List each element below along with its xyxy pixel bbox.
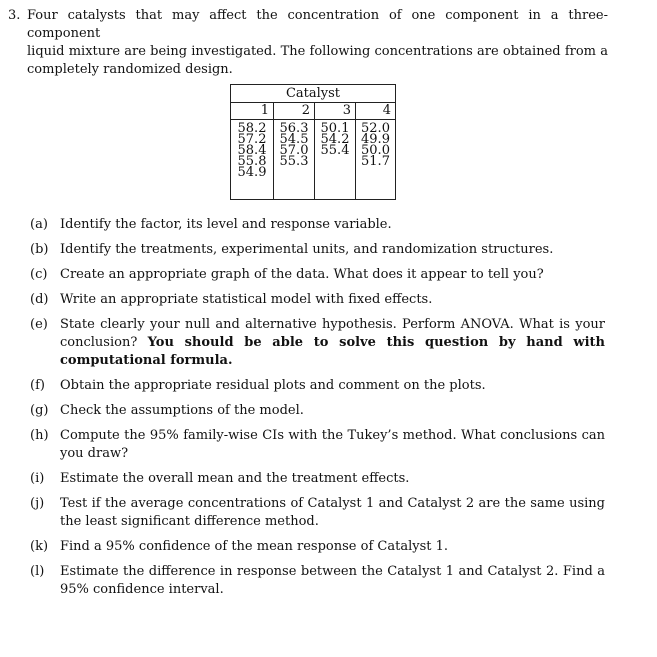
part-item — [30, 538, 605, 556]
part-item — [30, 291, 605, 309]
problem-text — [27, 7, 608, 79]
part-text: Identify the factor, its level and response variable. — [60, 217, 392, 232]
part-label: (k) — [30, 539, 49, 554]
part-label: (i) — [30, 471, 45, 486]
part-item — [30, 316, 605, 370]
part-label: (d) — [30, 292, 49, 307]
problem-number: 3. — [8, 8, 21, 23]
column-header: 2 — [273, 103, 314, 119]
part-item — [30, 470, 605, 488]
part-label: (a) — [30, 217, 48, 232]
part-text-regular: State clearly your null and alternative hypothesis. Perform ANOVA. What is your conclusion? — [60, 317, 605, 350]
part-label: (g) — [30, 403, 49, 418]
part-item — [30, 402, 605, 420]
column-header: 1 — [260, 103, 269, 118]
parts-list — [30, 216, 605, 606]
table-cell: 49.9 — [361, 132, 390, 147]
part-label: (l) — [30, 564, 45, 579]
table-cell: 57.0 — [279, 143, 309, 158]
part-text: Estimate the difference in response between the Catalyst 1 and Catalyst 2. Find a 95% confidence interval. — [60, 564, 605, 597]
part-item — [30, 241, 605, 259]
part-text: Write an appropriate statistical model with fixed effects. — [60, 292, 433, 307]
table-column-2 — [273, 120, 314, 200]
table-cell: 55.3 — [279, 154, 309, 169]
table-column-1 — [231, 120, 273, 200]
part-item — [30, 563, 605, 599]
part-item — [30, 216, 605, 234]
problem-statement — [8, 7, 608, 79]
problem-line: completely randomized design. — [27, 62, 233, 77]
table-cell: 58.2 — [237, 121, 267, 136]
part-text: Estimate the overall mean and the treatment effects. — [60, 471, 410, 486]
table-cell: 56.3 — [279, 121, 309, 136]
part-label: (h) — [30, 428, 49, 443]
part-text: Create an appropriate graph of the data. What does it appear to tell you? — [60, 267, 544, 282]
problem-line: Four catalysts that may affect the concentration of one component in a three-component — [27, 8, 608, 41]
table-cell: 54.2 — [320, 132, 350, 147]
table-column-3 — [314, 120, 355, 200]
table-column-4 — [355, 120, 395, 200]
table-cell: 52.0 — [361, 121, 390, 136]
table-body — [231, 120, 395, 200]
catalyst-table — [230, 84, 396, 200]
part-text: Check the assumptions of the model. — [60, 403, 304, 418]
problem-line: liquid mixture are being investigated. The following concentrations are obtained from a — [27, 44, 608, 59]
part-text: Obtain the appropriate residual plots and comment on the plots. — [60, 378, 486, 393]
part-item — [30, 427, 605, 463]
part-label: (c) — [30, 267, 48, 282]
table-cell: 58.4 — [237, 143, 267, 158]
table-cell: 50.0 — [361, 143, 390, 158]
table-column-headers — [231, 103, 395, 120]
part-item — [30, 377, 605, 395]
part-item — [30, 495, 605, 531]
table-cell: 54.5 — [279, 132, 309, 147]
part-text: Test if the average concentrations of Catalyst 1 and Catalyst 2 are the same using the least significant difference method. — [60, 496, 605, 529]
part-text — [60, 316, 605, 370]
part-text: Find a 95% confidence of the mean response of Catalyst 1. — [60, 539, 449, 554]
part-label: (f) — [30, 378, 45, 393]
part-text-bold: You should be able to solve this question by hand with computational formula. — [60, 335, 605, 368]
part-label: (e) — [30, 317, 48, 332]
table-cell: 51.7 — [361, 154, 390, 169]
part-text: Identify the treatments, experimental units, and randomization structures. — [60, 242, 554, 257]
table-cell: 50.1 — [320, 121, 350, 136]
table-cell: 55.8 — [237, 154, 267, 169]
table-cell: 54.9 — [237, 165, 267, 180]
part-label: (j) — [30, 496, 45, 511]
part-text: Compute the 95% family-wise CIs with the Tukey’s method. What conclusions can you draw? — [60, 428, 605, 461]
table-cell: 57.2 — [237, 132, 267, 147]
part-label: (b) — [30, 242, 49, 257]
column-header: 4 — [355, 103, 395, 119]
table-cell: 55.4 — [320, 143, 350, 158]
column-header: 3 — [314, 103, 355, 119]
table-header: Catalyst — [231, 85, 395, 103]
part-item — [30, 266, 605, 284]
